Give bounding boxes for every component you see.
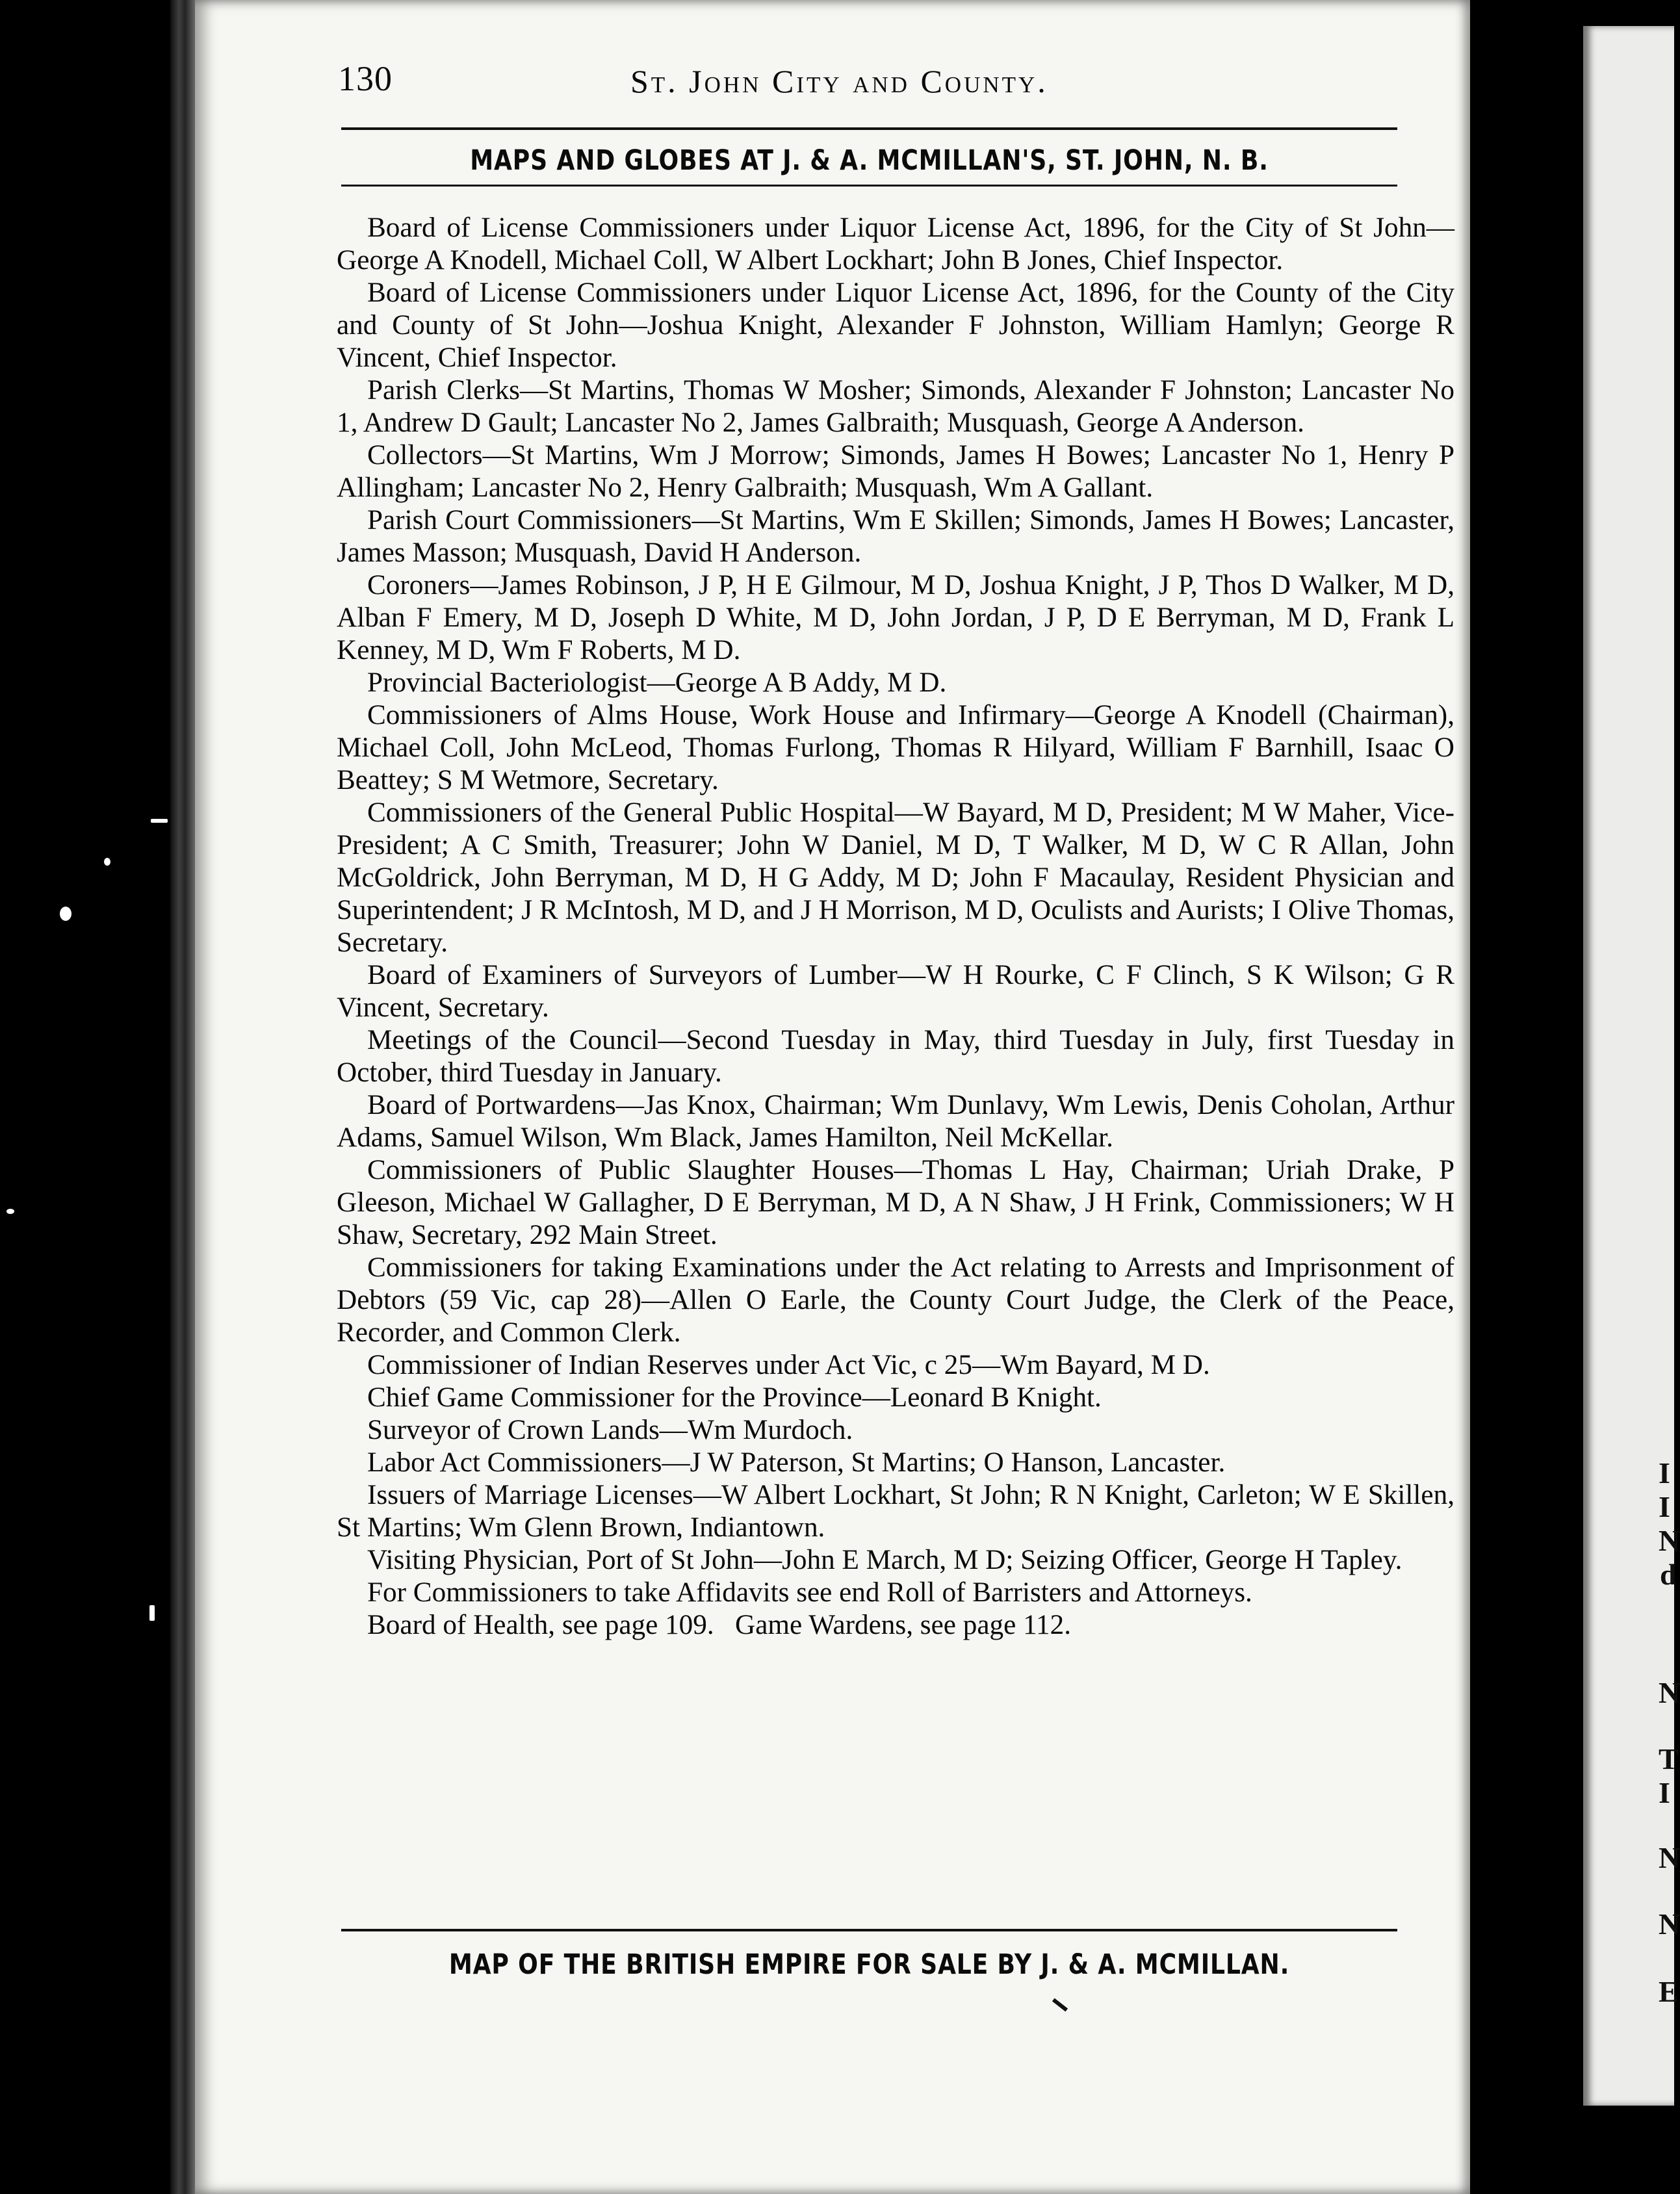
ink-mark — [1052, 1998, 1068, 2012]
binding-gutter — [170, 0, 195, 2194]
entry-council-meetings: Meetings of the Council—Second Tuesday in May, third Tuesday in July, first Tuesday in October, third Tuesday in January. — [337, 1025, 1454, 1088]
entry-parish-court-commissioners: Parish Court Commissioners—St Martins, Wm E Skillen; Simonds, James H Bowes; Lancaster, James Masson; Musquash, David H Anderson. — [337, 505, 1454, 568]
scan-speck — [6, 1209, 14, 1214]
footer-rule — [341, 1929, 1397, 1931]
adjacent-page-glyph: E — [1659, 1975, 1679, 2008]
entry-license-commissioners-county: Board of License Commissioners under Liquor License Act, 1896, for the County of the City and County of St John—Joshua Knight, Alexander F Johnston, William Hamlyn; George R Vincent, Chief Inspector. — [337, 277, 1454, 373]
adjacent-page-glyph: I — [1659, 1456, 1670, 1490]
scan-speck — [104, 858, 110, 866]
adjacent-page-glyph: N — [1659, 1524, 1680, 1557]
scan-speck — [151, 819, 168, 823]
entry-crown-lands-surveyor: Surveyor of Crown Lands—Wm Murdoch. — [367, 1415, 853, 1445]
adjacent-page-glyph: N — [1659, 1841, 1680, 1874]
adjacent-page-glyph: I — [1659, 1776, 1670, 1809]
header-rule-top — [341, 127, 1397, 130]
entry-provincial-bacteriologist: Provincial Bacteriologist—George A B Addy, M D. — [367, 667, 947, 698]
entry-debtors-examinations-commissioners: Commissioners for taking Examinations under the Act relating to Arrests and Imprisonment of Debtors (59 Vic, cap 28)—Allen O Earle, the County Court Judge, the Clerk of the Peace, Recorder, and Common Clerk. — [337, 1252, 1454, 1348]
directory-page — [195, 0, 1470, 2194]
entry-slaughter-houses-commissioners: Commissioners of Public Slaughter Houses—Thomas L Hay, Chairman; Uriah Drake, P Gleeson, Michael W Gallagher, D E Berryman, M D, A N Shaw, J H Frink, Commissioners; W H Shaw, Secretary, 292 Main Street. — [337, 1155, 1454, 1250]
adjacent-page-glyph: I — [1659, 1490, 1670, 1523]
entry-visiting-physician: Visiting Physician, Port of St John—John E March, M D; Seizing Officer, George H Tapley. — [367, 1545, 1402, 1575]
entry-license-commissioners-city: Board of License Commissioners under Liquor License Act, 1896, for the City of St John—George A Knodell, Michael Coll, W Albert Lockhart; John B Jones, Chief Inspector. — [337, 213, 1454, 276]
entry-parish-clerks: Parish Clerks—St Martins, Thomas W Mosher; Simonds, Alexander F Johnston; Lancaster No 1, Andrew D Gault; Lancaster No 2, James Galbraith; Musquash, George A Anderson. — [337, 375, 1454, 438]
advertisement-banner-bottom: MAP OF THE BRITISH EMPIRE FOR SALE BY J. & A. MCMILLAN. — [448, 1948, 1290, 1981]
adjacent-page-edge — [1583, 26, 1680, 2106]
entry-alms-house-commissioners: Commissioners of Alms House, Work House and Infirmary—George A Knodell (Chairman), Michael Coll, John McLeod, Thomas Furlong, Thomas R Hilyard, William F Barnhill, Isaac O Beattey; S M Wetmore, Secretary. — [337, 700, 1454, 795]
adjacent-page-glyph: d — [1660, 1558, 1677, 1591]
adjacent-page-glyph: N — [1659, 1676, 1680, 1709]
adjacent-page-glyph: N — [1659, 1907, 1680, 1941]
entry-public-hospital-commissioners: Commissioners of the General Public Hospital—W Bayard, M D, President; M W Maher, Vice-President; A C Smith, Treasurer; John W Daniel, M D, T Walker, M D, W C R Allan, John McGoldrick, John Berryman, M D, H G Addy, M D; John F Macaulay, Resident Physician and Superintendent; J R McIntosh, M D, and J H Morrison, M D, Oculists and Aurists; I Olive Thomas, Secretary. — [337, 797, 1454, 958]
advertisement-banner-top: MAPS AND GLOBES AT J. & A. MCMILLAN'S, ST. JOHN, N. B. — [470, 144, 1269, 177]
entry-chief-game-commissioner: Chief Game Commissioner for the Province—Leonard B Knight. — [367, 1382, 1102, 1413]
scan-speck — [60, 907, 71, 921]
adjacent-page-glyph: T — [1659, 1742, 1679, 1775]
entry-labor-act-commissioners: Labor Act Commissioners—J W Paterson, St Martins; O Hanson, Lancaster. — [367, 1447, 1226, 1478]
entry-marriage-license-issuers: Issuers of Marriage Licenses—W Albert Lockhart, St John; R N Knight, Carleton; W E Skillen, St Martins; Wm Glenn Brown, Indiantown. — [337, 1480, 1454, 1543]
entry-cross-references: Board of Health, see page 109. Game Wardens, see page 112. — [367, 1610, 1072, 1640]
running-head: St. John City and County. — [630, 63, 1048, 99]
directory-body — [337, 212, 1454, 1642]
entry-collectors: Collectors—St Martins, Wm J Morrow; Simonds, James H Bowes; Lancaster No 1, Henry P Allingham; Lancaster No 2, Henry Galbraith; Musquash, Wm A Gallant. — [337, 440, 1454, 503]
entry-lumber-surveyors-board: Board of Examiners of Surveyors of Lumber—W H Rourke, C F Clinch, S K Wilson; G R Vincent, Secretary. — [337, 960, 1454, 1023]
entry-coroners: Coroners—James Robinson, J P, H E Gilmour, M D, Joshua Knight, J P, Thos D Walker, M D, Alban F Emery, M D, Joseph D White, M D, John Jordan, J P, D E Berryman, M D, Frank L Kenney, M D, Wm F Roberts, M D. — [337, 570, 1454, 665]
entry-indian-reserves-commissioner: Commissioner of Indian Reserves under Act Vic, c 25—Wm Bayard, M D. — [367, 1350, 1210, 1380]
left-scan-margin — [0, 0, 195, 2194]
page-number: 130 — [338, 59, 393, 98]
scan-speck — [149, 1605, 155, 1621]
header-rule-bottom — [341, 185, 1397, 187]
entry-affidavit-commissioners-note: For Commissioners to take Affidavits see end Roll of Barristers and Attorneys. — [367, 1577, 1252, 1608]
entry-portwardens-board: Board of Portwardens—Jas Knox, Chairman; Wm Dunlavy, Wm Lewis, Denis Coholan, Arthur Adams, Samuel Wilson, Wm Black, James Hamilton, Neil McKellar. — [337, 1090, 1454, 1153]
